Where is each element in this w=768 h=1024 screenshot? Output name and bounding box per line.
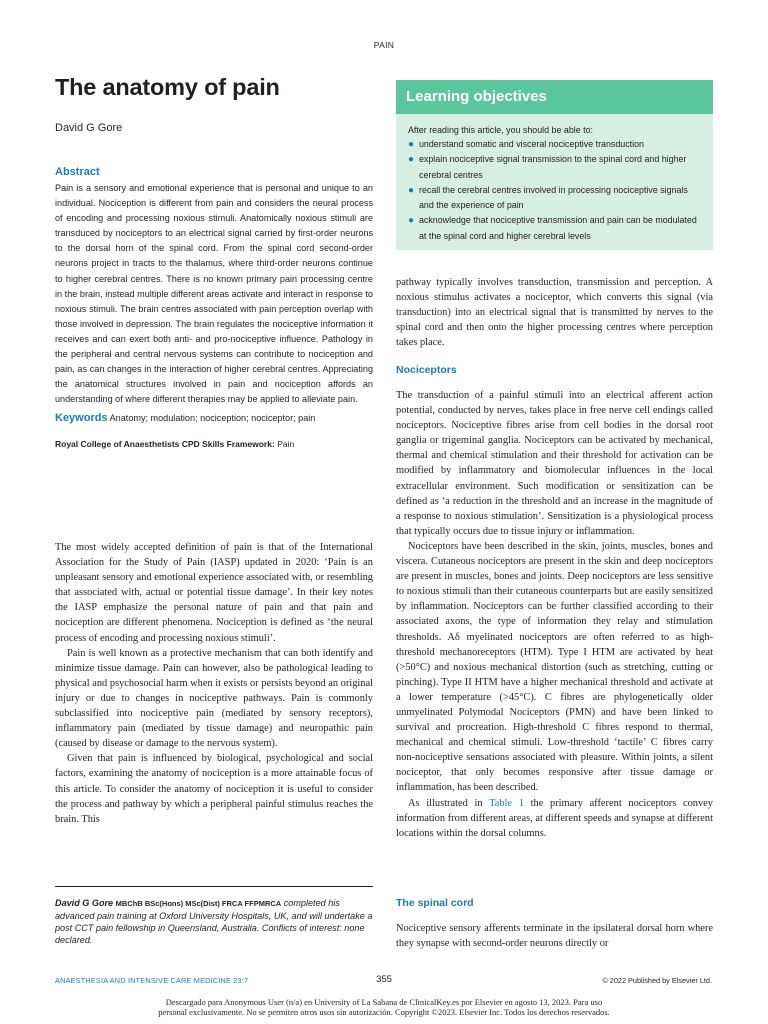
article-title: The anatomy of pain [55, 74, 280, 100]
learning-objective-item: ● understand somatic and visceral nociceptive transduction [408, 137, 705, 152]
cpd-framework [55, 439, 373, 449]
bio-divider [55, 886, 373, 887]
cpd-framework-value: Pain [277, 439, 295, 450]
body-paragraph: Given that pain is influenced by biological, psychological and social factors, examining the anatomy of nociception is a more attainable focus of this article. To consider the anatomy of nociception it is useful to consider the process and pathway by which a peripheral painful stimulus reaches the brain. This [55, 753, 373, 825]
download-notice-line: Descargado para Anonymous User (n/a) en University of La Sabana de ClinicalKey.es por Elsevier en agosto 13, 2023. Para uso [165, 997, 603, 1007]
learning-objective-item: ● acknowledge that nociceptive transmission and pain can be modulated at the spinal cord and higher cerebral levels [408, 215, 697, 241]
keywords-label: Keywords [55, 412, 108, 425]
nociceptors-body [396, 388, 713, 841]
download-notice-line: personal exclusivamente. No se permiten otros usos sin autorización. Copyright ©2023. Elsevier Inc. Todos los derechos reservados. [158, 1007, 610, 1017]
bio-author-name: David G Gore [55, 898, 114, 908]
download-notice [0, 997, 768, 1017]
bullet-icon: ● [408, 154, 415, 166]
learning-objectives-box [396, 80, 713, 250]
running-head: PAIN [373, 40, 395, 50]
section-heading-nociceptors: Nociceptors [396, 364, 457, 376]
body-paragraph: The most widely accepted definition of pain is that of the International Association for the Study of Pain (IASP) updated in 2020: ‘Pain is an unpleasant sensory and emotional experience associated with, or resembling that associated with, actual or potential tissue damage’. In their key notes the IASP emphasize the personal nature of pain and that pain and nociception are different phenomena. Nociception is defined as ‘the neural process of encoding and processing noxious stimuli’. [55, 542, 373, 644]
abstract-text: Pain is a sensory and emotional experience that is personal and unique to an individual. Nociception is different from pain and considers the neural process of encoding and processing noxious stimuli. Anatomically noxious stimuli are transduced by nociceptors to an electrical signal carried by first-order neurons to the dorsal horn of the spinal cord. From the spinal cord second-order neurons project in tracts to the thalamus, where third-order neurons continue to higher cerebral centres. There is no known primary pain processing centre in the brain, instead multiple different areas activate and interact in response to noxious stimuli. The brain centres associated with pain perception overlap with those involved in depression. The brain regulates the nociceptive information it receives and can exert both anti- and pro-nociceptive influence. Pathology in the peripheral and central nervous systems can contribute to nociception and pain, as can changes in the interaction of higher cerebral centres. Appreciating the anatomical structures involved in pain and nociception affords an understanding of where different therapies may be applied to alleviate pain. [55, 183, 373, 405]
learning-objectives-intro: After reading this article, you should be able to: [408, 125, 594, 135]
page-number: 355 [376, 974, 392, 985]
right-column-continuation [396, 275, 713, 350]
body-paragraph: Pain is well known as a protective mechanism that can both identify and minimize tissue damage. Pain can however, also be pathological leading to physical and psychosocial harm when it exists or persists beyond an original injury or due to changes in nociceptive pathways. Pain is commonly subclassified into nociceptive pain (mediated by sensory receptors), inflammatory pain (mediated by tissue damage) and neuropathic pain (caused by disease or damage to the nervous system). [55, 647, 373, 750]
body-paragraph: pathway typically involves transduction, transmission and perception. A noxious stimulus activates a nociceptor, which converts this signal (via transduction) into an electrical signal that is transmitted by nerves to the spinal cord and then onto the higher processing centres where perception takes place. [396, 277, 713, 349]
body-paragraph: The transduction of a painful stimuli into an electrical afferent action potential, conducted by nerves, takes place in free nerve cell endings called nociceptors. Nociceptive fibres arise from cell bodies in the dorsal root ganglia or trigeminal ganglia. Nociceptors can be activated by mechanical, thermal and chemical stimulation and their threshold for activation can be modified by inflammatory and biomolecular influences in the local extracellular environment. Such modification or sensitization can be defined as ‘a reduction in the threshold and an increase in the magnitude of a response to noxious stimulation’. Sensitization is a physiological process that typically occurs due to tissue injury or inflammation. [396, 390, 713, 537]
author-bio [55, 897, 373, 946]
learning-objective-item: ● explain nociceptive signal transmission to the spinal cord and higher cerebral centres [408, 154, 687, 180]
abstract-section [55, 166, 373, 449]
footer-journal: ANAESTHESIA AND INTENSIVE CARE MEDICINE 23:7 [55, 976, 249, 985]
body-paragraph: Nociceptors have been described in the skin, joints, muscles, bones and viscera. Cutaneous nociceptors are present in the skin and deep nociceptors are present in muscles, bones and joints. Deep nociceptors are less sensitive to noxious stimuli than their cutaneous counterparts but are easily sensitized by inflammation. Nociceptors can be further classified according to their associated axons, the type of information they relay and stimulation thresholds. Aδ myelinated nociceptors are often referred to as high-threshold mechanoreceptors (HTM). Type I HTM are activated by heat (>50°C) and noxious mechanical distortion (such as stretching, cutting or pinching). Type II HTM have a higher mechanical threshold and activate at a lower temperature (>45°C). C fibres are phylogenetically older unmyelinated Polymodal Nociceptors (PMN) and have been linked to survival and procreation. High-threshold C fibres respond to thermal, mechanical and chemical stimuli. Low-threshold ‘tactile’ C fibres carry non-nociceptive sensations associated with pleasure. Within joints, a silent nociceptor, that only becomes responsive after tissue damage or inflammation, has been described. [396, 540, 713, 794]
bio-text: completed his advanced pain training at Oxford University Hospitals, UK, and will undertake a post CCT pain fellowship in Queensland, Australia. Conflicts of interest: none declared. [55, 898, 373, 945]
bio-qualifications: MBChB BSc(Hons) MSc(Dist) FRCA FFPMRCA [115, 899, 282, 908]
bullet-icon: ● [408, 215, 415, 227]
bullet-icon: ● [408, 139, 415, 150]
bullet-icon: ● [408, 184, 415, 196]
learning-objectives-list [396, 137, 713, 244]
spinal-cord-body [396, 921, 713, 951]
body-paragraph: Nociceptive sensory afferents terminate in the ipsilateral dorsal horn where they synapse with second-order neurons directly or [396, 923, 713, 950]
intro-body [55, 540, 373, 827]
keywords [55, 411, 373, 425]
section-heading-spinal-cord: The spinal cord [396, 897, 474, 909]
footer-copyright: © 2022 Published by Elsevier Ltd. [602, 976, 712, 985]
learning-objectives-heading: Learning objectives [396, 80, 713, 114]
learning-objective-item: ● recall the cerebral centres involved in processing nociceptive signals and the experience of pain [408, 184, 688, 211]
table-1-link[interactable]: Table 1 [489, 797, 524, 809]
body-paragraph: As illustrated in Table 1 the primary afferent nociceptors convey information from different areas, at different speeds and synapse at different locations within the dorsal columns. [396, 797, 713, 839]
cpd-framework-label: Royal College of Anaesthetists CPD Skills Framework: [55, 439, 275, 450]
keywords-list: Anatomy; modulation; nociception; nociceptor; pain [109, 413, 316, 424]
abstract-heading: Abstract [55, 166, 100, 178]
author-name: David G Gore [55, 122, 123, 134]
